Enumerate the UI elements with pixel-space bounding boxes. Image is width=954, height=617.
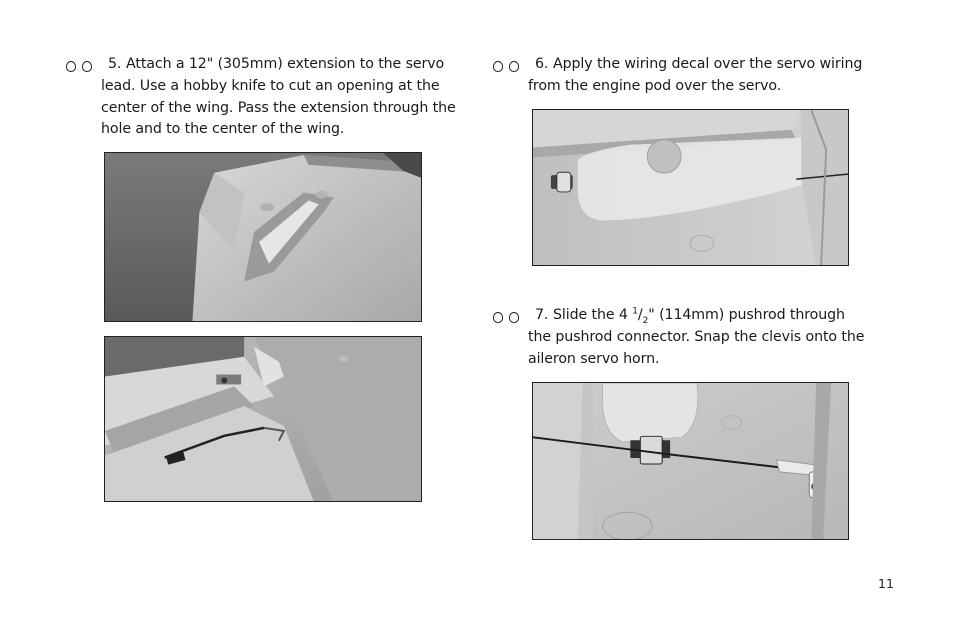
step-5-line-2: lead. Use a hobby knife to cut an opening at the: [101, 77, 440, 94]
step-7-checkboxes: [493, 308, 525, 330]
step-7-line-3: aileron servo horn.: [528, 350, 660, 367]
checkbox-circle-icon[interactable]: [82, 61, 92, 72]
step-6-text-cont: [528, 76, 781, 98]
checkbox-circle-icon[interactable]: [493, 312, 503, 323]
step-7-number: 7.: [535, 307, 549, 323]
step-5-number: 5.: [108, 56, 122, 72]
step-5-line-3: center of the wing. Pass the extension through the: [101, 99, 456, 116]
step-7-line-2: the pushrod connector. Snap the clevis onto the: [528, 328, 865, 345]
photo-wing-servo-bay-image: [105, 337, 421, 501]
step-5-text: [126, 54, 466, 76]
step-6-text: [553, 54, 862, 76]
photo-wiring-decal: [532, 109, 849, 266]
step-5-line-1: Attach a 12" (305mm) extension to the servo: [126, 56, 445, 72]
checkbox-circle-icon[interactable]: [509, 61, 519, 72]
photo-wing-extension-opening-image: [105, 153, 421, 321]
step-7-line-1-after: " (114mm) pushrod through: [648, 307, 845, 323]
photo-wing-extension-opening: [104, 152, 422, 322]
step-7-text-cont: [528, 327, 864, 371]
step-5-line-4: hole and to the center of the wing.: [101, 121, 345, 138]
page-number: 11: [878, 576, 894, 591]
photo-pushrod-clevis-image: [533, 383, 848, 539]
checkbox-circle-icon[interactable]: [509, 312, 519, 323]
checkbox-circle-icon[interactable]: [493, 61, 503, 72]
step-7-line-1-before: Slide the 4: [553, 307, 628, 323]
step-7-line-1: Slide the 4 $^1/_2$" (114mm) pushrod through: [553, 306, 845, 326]
fraction-denominator: 2: [642, 315, 649, 326]
step-5-checkboxes: [66, 57, 98, 79]
step-5-text-cont: [101, 76, 456, 141]
photo-pushrod-clevis: [532, 382, 849, 540]
step-7-text: [553, 305, 845, 327]
step-6-checkboxes: [493, 57, 525, 79]
step-6-line-2: from the engine pod over the servo.: [528, 77, 782, 94]
step-6-line-1: Apply the wiring decal over the servo wiring: [553, 56, 863, 72]
checkbox-circle-icon[interactable]: [66, 61, 76, 72]
photo-wiring-decal-image: [533, 110, 848, 265]
fraction-numerator: 1: [632, 306, 638, 317]
photo-wing-servo-bay: [104, 336, 422, 502]
step-6-number: 6.: [535, 56, 549, 72]
